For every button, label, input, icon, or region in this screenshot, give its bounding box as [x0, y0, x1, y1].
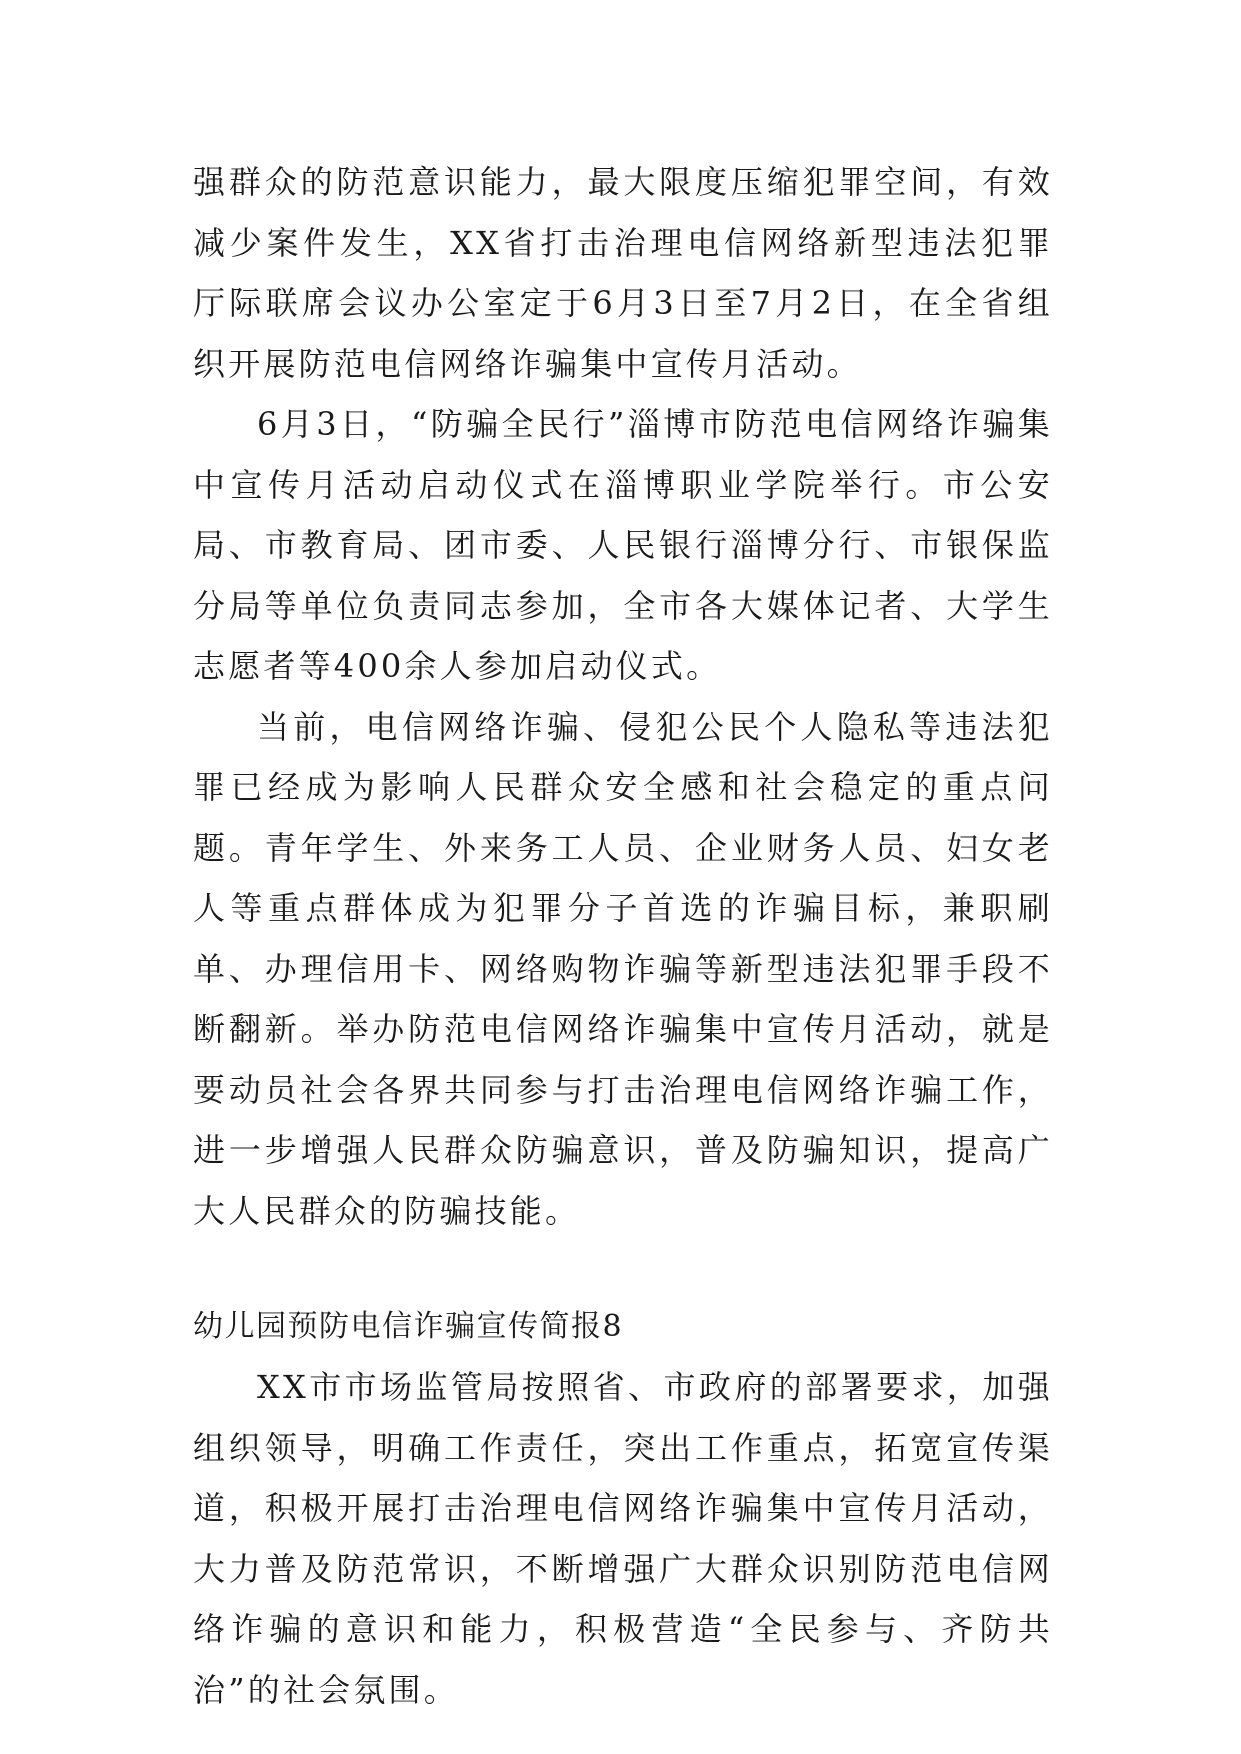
paragraph-current-situation: 当前，电信网络诈骗、侵犯公民个人隐私等违法犯罪已经成为影响人民群众安全感和社会稳定的重点问题。青年学生、外来务工人员、企业财务人员、妇女老人等重点群体成为犯罪分子首选的诈骗目标，兼职刷单、办理信用卡、网络购物诈骗等新型违法犯罪手段不断翻新。举办防范电信网络诈骗集中宣传月活动，就是要动员社会各界共同参与打击治理电信网络诈骗工作，进一步增强人民群众防骗意识，普及防骗知识，提高广大人民群众的防骗技能。: [193, 707, 1053, 1230]
paragraph-launch-ceremony: 6月3日，“防骗全民行”淄博市防范电信网络诈骗集中宣传月活动启动仪式在淄博职业学院举行。市公安局、市教育局、团市委、人民银行淄博分行、市银保监分局等单位负责同志参加，全市各大媒体记者、大学生志愿者等400余人参加启动仪式。: [193, 405, 1053, 685]
document-body: [193, 152, 1053, 1720]
section-title: 幼儿园预防电信诈骗宣传简报8: [193, 1309, 624, 1344]
paragraph-market-supervision: XX市市场监管局按照省、市政府的部署要求，加强组织领导，明确工作责任，突出工作重点，拓宽宣传渠道，积极开展打击治理电信网络诈骗集中宣传月活动，大力普及防范常识，不断增强广大群众识别防范电信网络诈骗的意识和能力，积极营造“全民参与、齐防共治”的社会氛围。: [193, 1368, 1053, 1709]
paragraph-continued: 强群众的防范意识能力，最大限度压缩犯罪空间，有效减少案件发生，XX省打击治理电信网络新型违法犯罪厅际联席会议办公室定于6月3日至7月2日，在全省组织开展防范电信网络诈骗集中宣传月活动。: [193, 163, 1053, 383]
